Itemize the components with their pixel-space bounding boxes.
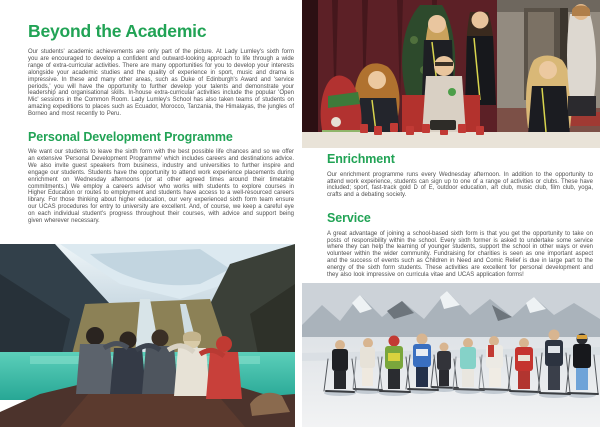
page-title: Beyond the Academic — [28, 21, 207, 41]
personal-development-heading: Personal Development Programme — [28, 129, 233, 144]
service-heading: Service — [327, 211, 371, 226]
enrichment-paragraph: Our enrichment programme runs every Wednesday afternoon. In addition to the opportunity to attend work experience, students can sign up to one of a range of activities or clubs. These have included; sport, fast-track gold D of E, outdoor education, art club, music club, film club, yoga, crafts and a debating society. — [327, 171, 593, 199]
ski-trip-group-photo — [302, 283, 600, 427]
service-paragraph: A great advantage of joining a school-based sixth form is that you get the opportunity to take on posts of responsibility within the school. Every sixth former is asked to undertake some service where they can help the learning of younger students, support the school in other ways or even volunteer within the wider community. Fundraising for charities is seen as one important aspect and the success of events such as Children in Need and Comic Relief is due in large part to the energy of the sixth form students. These activities are excellent for personal development and they also look impressive on curricula vitae and UCAS application forms! — [327, 230, 593, 278]
expedition-lake-photo — [0, 244, 295, 427]
right-page-text — [327, 153, 593, 285]
christmas-photo-art — [302, 0, 600, 148]
left-page-text — [28, 22, 294, 231]
personal-development-paragraph: We want our students to leave the sixth form with the best possible life chances and so we offer an extensive 'Personal Development Programme' which includes careers and destinations advice. We also invite guest speakers from business, industry and universities to further inspire and engage our students. Students have the opportunity to attend work experience placements during enrichment on Wednesday afternoons (or at other agreed times around their timetable commitments.) We employ a careers advisor who works with students to explore courses in Higher Education or routes to employment and students have access to a well-resourced careers library. For those thinking about higher education, our very experienced sixth form team ensure our UCAS procedures for entry to university are excellent. And, of course, we keep a careful eye on each individual student's progress throughout their courses, with advice and support being given wherever necessary. — [28, 149, 294, 224]
students-christmas-event-photo — [302, 0, 600, 148]
ski-photo-art — [302, 283, 600, 427]
lake-photo-art — [0, 244, 295, 427]
enrichment-heading: Enrichment — [327, 152, 395, 166]
intro-paragraph: Our students' academic achievements are only part of the picture. At Lady Lumley's sixth form you are encouraged to develop a confident and outward-looking approach to life through a wide range of extra-curricular activities. There are many opportunities for you to develop your interests alongside your academic studies and the quality of experience in sport, music and drama is impressive. In these and many other areas, such as Duke of Edinburgh's Award and 'service periods,' you will have the opportunity to further develop your talents and demonstrate your leadership and organisational skills. In-house extra-curricular activities include the popular 'Open Mic' sessions in the Common Room. Lady Lumley's School has also taken teams of students on amazing expeditions to places such as Ecuador, Morocco, Tanzania, the Himalayas, the jungles of Borneo and most recently to Peru. — [28, 49, 294, 117]
